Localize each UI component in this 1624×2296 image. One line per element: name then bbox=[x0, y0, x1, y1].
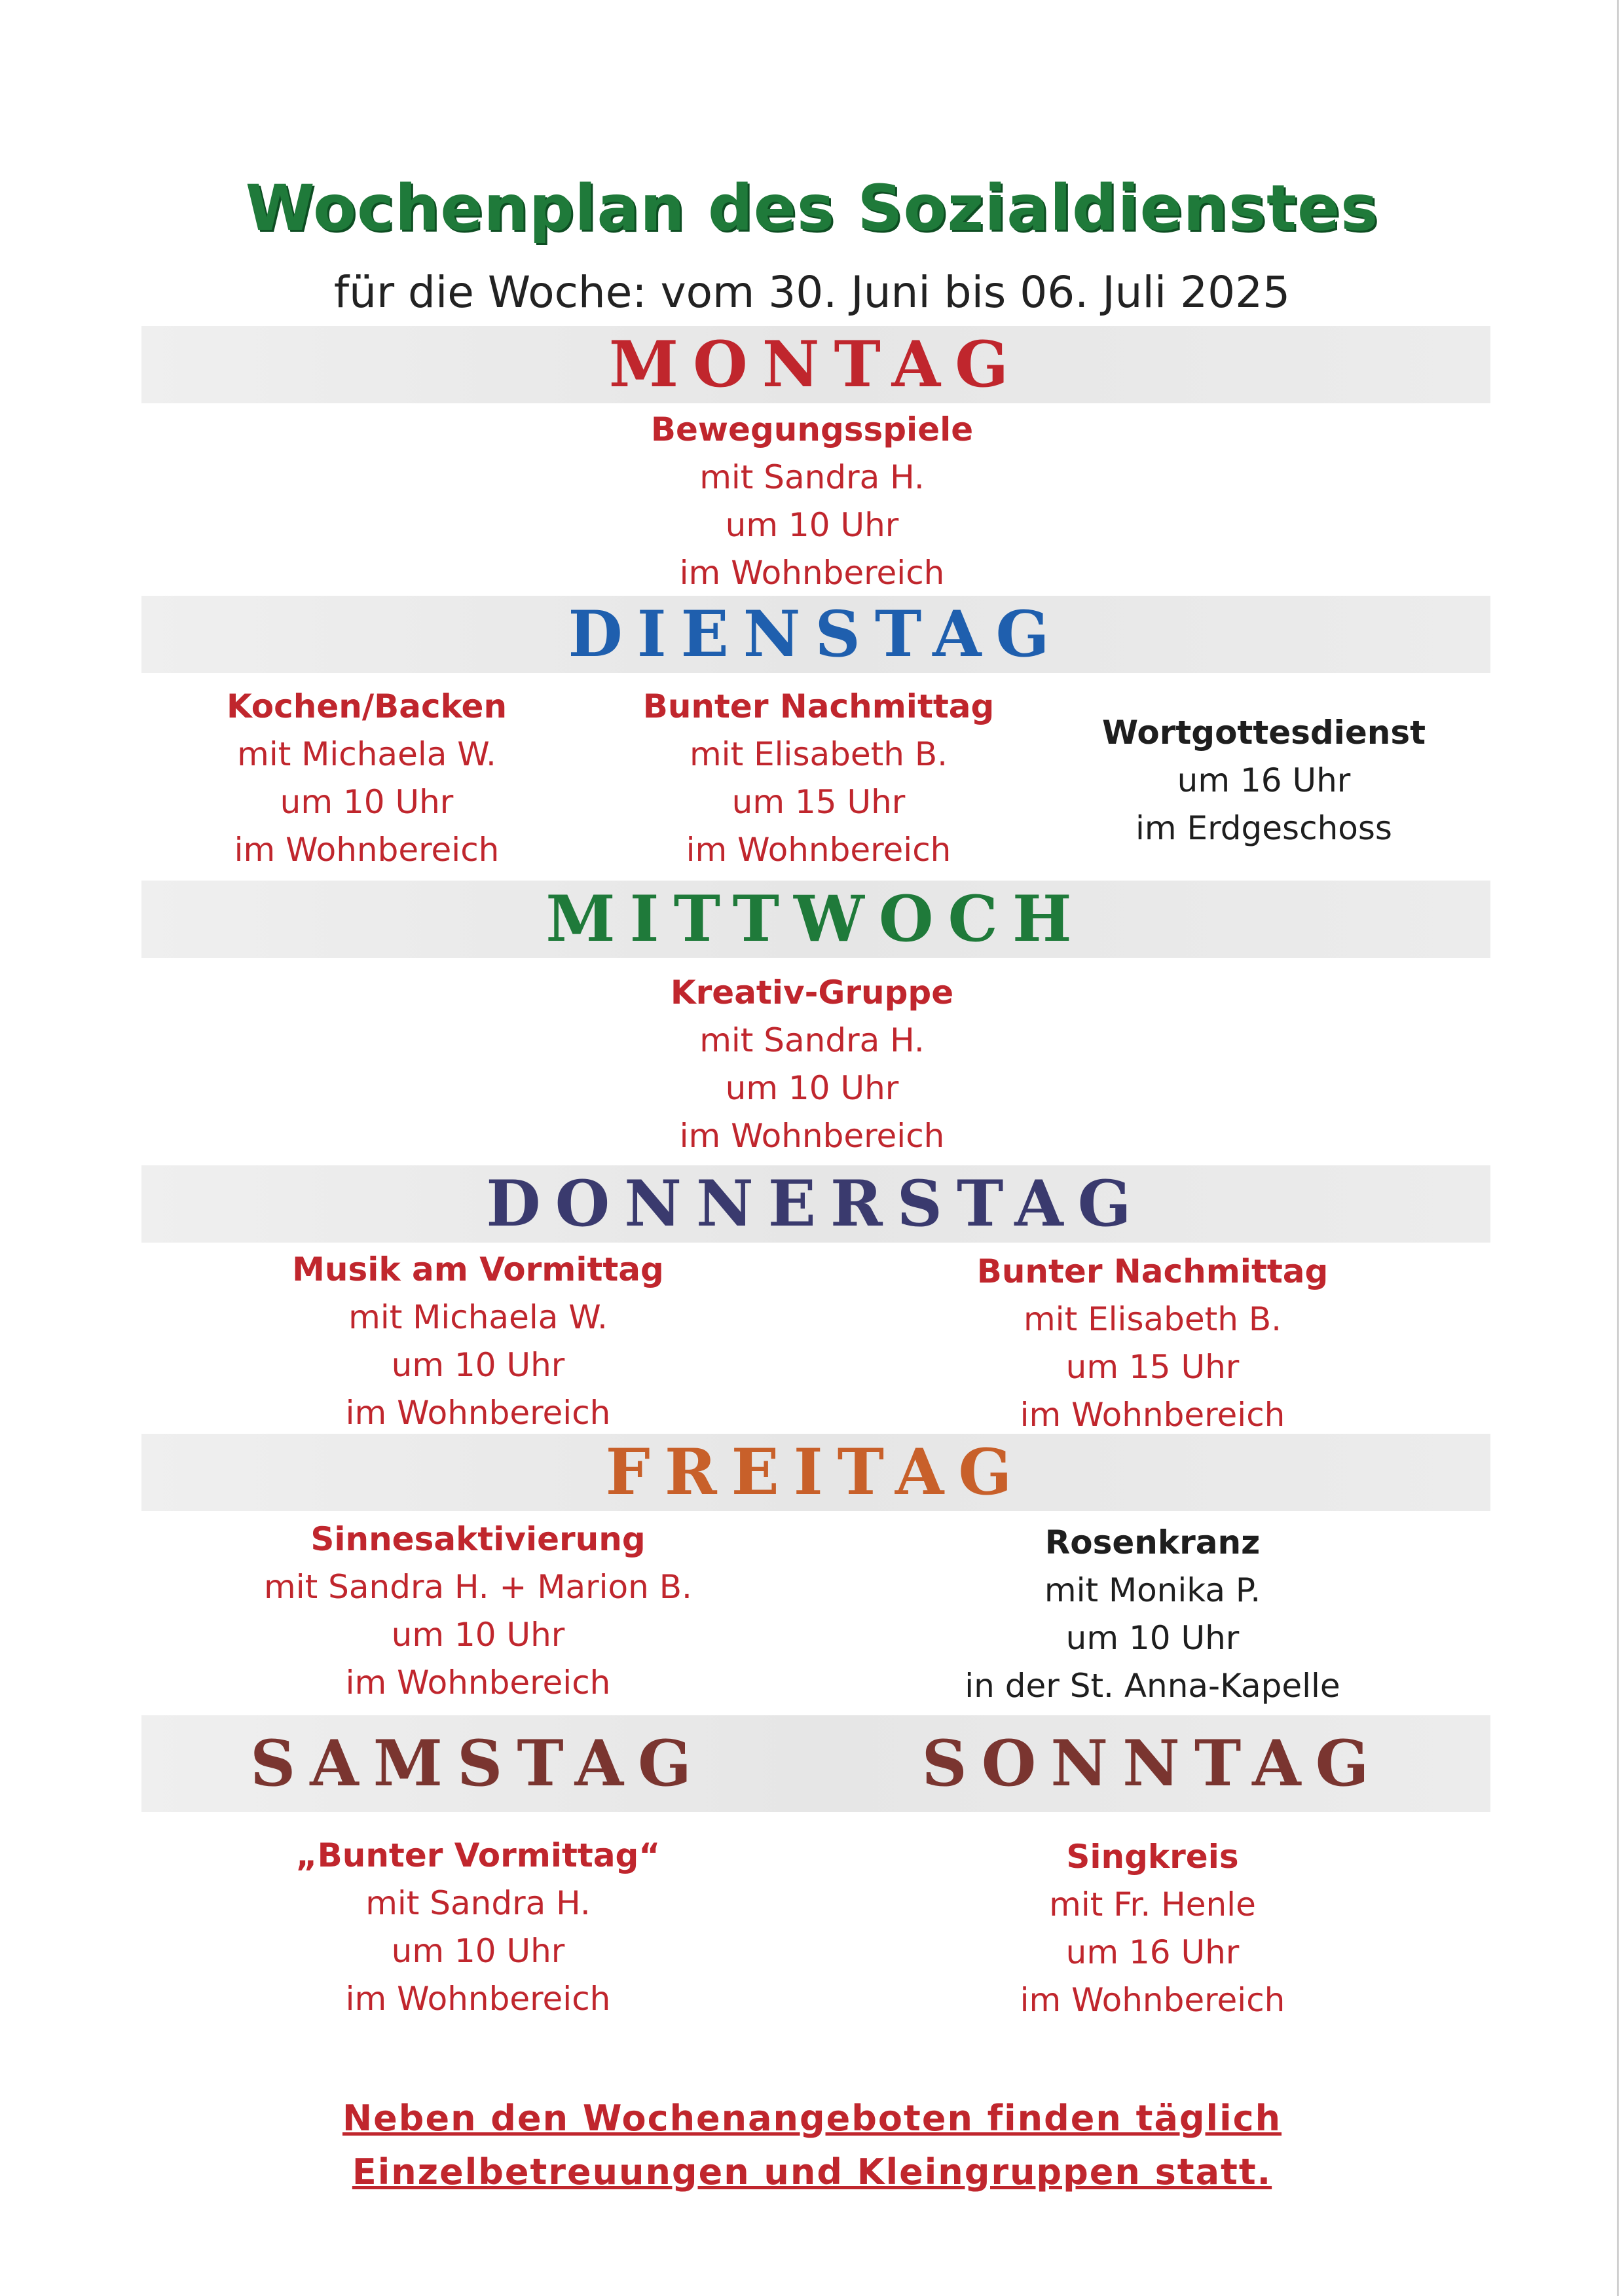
footer-note bbox=[0, 2092, 1624, 2199]
activity-title: Bunter Nachmittag bbox=[642, 687, 995, 725]
page-edge bbox=[1617, 0, 1619, 2296]
activity-line: im Wohnbereich bbox=[1020, 1981, 1285, 2019]
activity-line: um 10 Uhr bbox=[725, 506, 899, 544]
activity-dienstag-1 bbox=[131, 683, 602, 874]
day-heading-sonntag: SONNTAG bbox=[921, 1726, 1384, 1800]
activity-line: im Wohnbereich bbox=[679, 554, 945, 592]
activity-freitag-1 bbox=[216, 1516, 740, 1707]
activity-line: um 15 Uhr bbox=[1065, 1348, 1240, 1386]
day-heading-freitag: FREITAG bbox=[605, 1435, 1027, 1509]
day-heading-samstag: SAMSTAG bbox=[249, 1726, 707, 1800]
page-subtitle: für die Woche: vom 30. Juni bis 06. Juli 2025 bbox=[333, 267, 1291, 318]
activity-title: „Bunter Vormittag“ bbox=[295, 1836, 661, 1874]
activity-line: im Wohnbereich bbox=[345, 1664, 611, 1702]
activity-line: um 10 Uhr bbox=[391, 1616, 565, 1654]
activity-line: um 10 Uhr bbox=[1065, 1619, 1240, 1657]
activity-line: im Wohnbereich bbox=[345, 1980, 611, 2018]
activity-sonntag-1 bbox=[891, 1833, 1414, 2024]
activity-line: um 10 Uhr bbox=[725, 1069, 899, 1107]
day-heading-mittwoch: MITTWOCH bbox=[545, 882, 1086, 956]
activity-title: Kreativ-Gruppe bbox=[670, 974, 954, 1011]
day-heading-montag: MONTAG bbox=[608, 327, 1024, 401]
activity-line: im Wohnbereich bbox=[679, 1117, 945, 1155]
footer-line: Neben den Wochenangeboten finden täglich bbox=[342, 2098, 1282, 2139]
footer-line: Einzelbetreuungen und Kleingruppen statt. bbox=[352, 2151, 1272, 2193]
activity-samstag-1 bbox=[216, 1832, 740, 2023]
activity-line: um 10 Uhr bbox=[391, 1346, 565, 1384]
day-heading-dienstag: DIENSTAG bbox=[568, 597, 1064, 671]
activity-title: Kochen/Backen bbox=[226, 687, 507, 725]
activity-line: mit Michaela W. bbox=[237, 735, 496, 773]
activity-line: mit Sandra H. bbox=[699, 458, 925, 496]
activity-mittwoch-1 bbox=[550, 969, 1074, 1160]
activity-line: im Wohnbereich bbox=[345, 1394, 611, 1432]
activity-line: mit Elisabeth B. bbox=[689, 735, 948, 773]
activity-line: mit Fr. Henle bbox=[1049, 1886, 1256, 1923]
activity-line: um 10 Uhr bbox=[391, 1932, 565, 1970]
activity-dienstag-3 bbox=[1022, 709, 1506, 852]
activity-line: in der St. Anna-Kapelle bbox=[965, 1667, 1340, 1705]
activity-line: mit Sandra H. bbox=[365, 1884, 591, 1922]
activity-title: Sinnesaktivierung bbox=[310, 1520, 646, 1558]
activity-title: Musik am Vormittag bbox=[292, 1250, 664, 1288]
activity-title: Rosenkranz bbox=[1044, 1523, 1261, 1561]
activity-dienstag-2 bbox=[557, 683, 1080, 874]
page-title: Wochenplan des Sozialdienstes bbox=[245, 172, 1379, 245]
activity-line: im Wohnbereich bbox=[686, 831, 951, 869]
activity-line: mit Sandra H. + Marion B. bbox=[264, 1568, 692, 1606]
activity-line: um 16 Uhr bbox=[1065, 1933, 1240, 1971]
activity-line: um 10 Uhr bbox=[280, 783, 454, 821]
activity-title: Bewegungsspiele bbox=[650, 410, 974, 448]
activity-montag-1 bbox=[550, 406, 1074, 597]
activity-line: um 16 Uhr bbox=[1177, 761, 1351, 799]
activity-freitag-2 bbox=[891, 1519, 1414, 1710]
activity-title: Bunter Nachmittag bbox=[976, 1252, 1329, 1290]
activity-title: Singkreis bbox=[1066, 1838, 1239, 1876]
activity-line: mit Elisabeth B. bbox=[1023, 1300, 1282, 1338]
activity-line: mit Michaela W. bbox=[348, 1298, 608, 1336]
activity-line: im Wohnbereich bbox=[234, 831, 500, 869]
activity-line: im Wohnbereich bbox=[1020, 1396, 1285, 1434]
activity-donnerstag-2 bbox=[891, 1248, 1414, 1439]
activity-line: im Erdgeschoss bbox=[1135, 809, 1392, 847]
activity-donnerstag-1 bbox=[216, 1246, 740, 1437]
activity-title: Wortgottesdienst bbox=[1102, 714, 1426, 752]
activity-line: mit Sandra H. bbox=[699, 1021, 925, 1059]
activity-line: um 15 Uhr bbox=[731, 783, 906, 821]
day-heading-donnerstag: DONNERSTAG bbox=[486, 1167, 1146, 1241]
activity-line: mit Monika P. bbox=[1044, 1571, 1261, 1609]
